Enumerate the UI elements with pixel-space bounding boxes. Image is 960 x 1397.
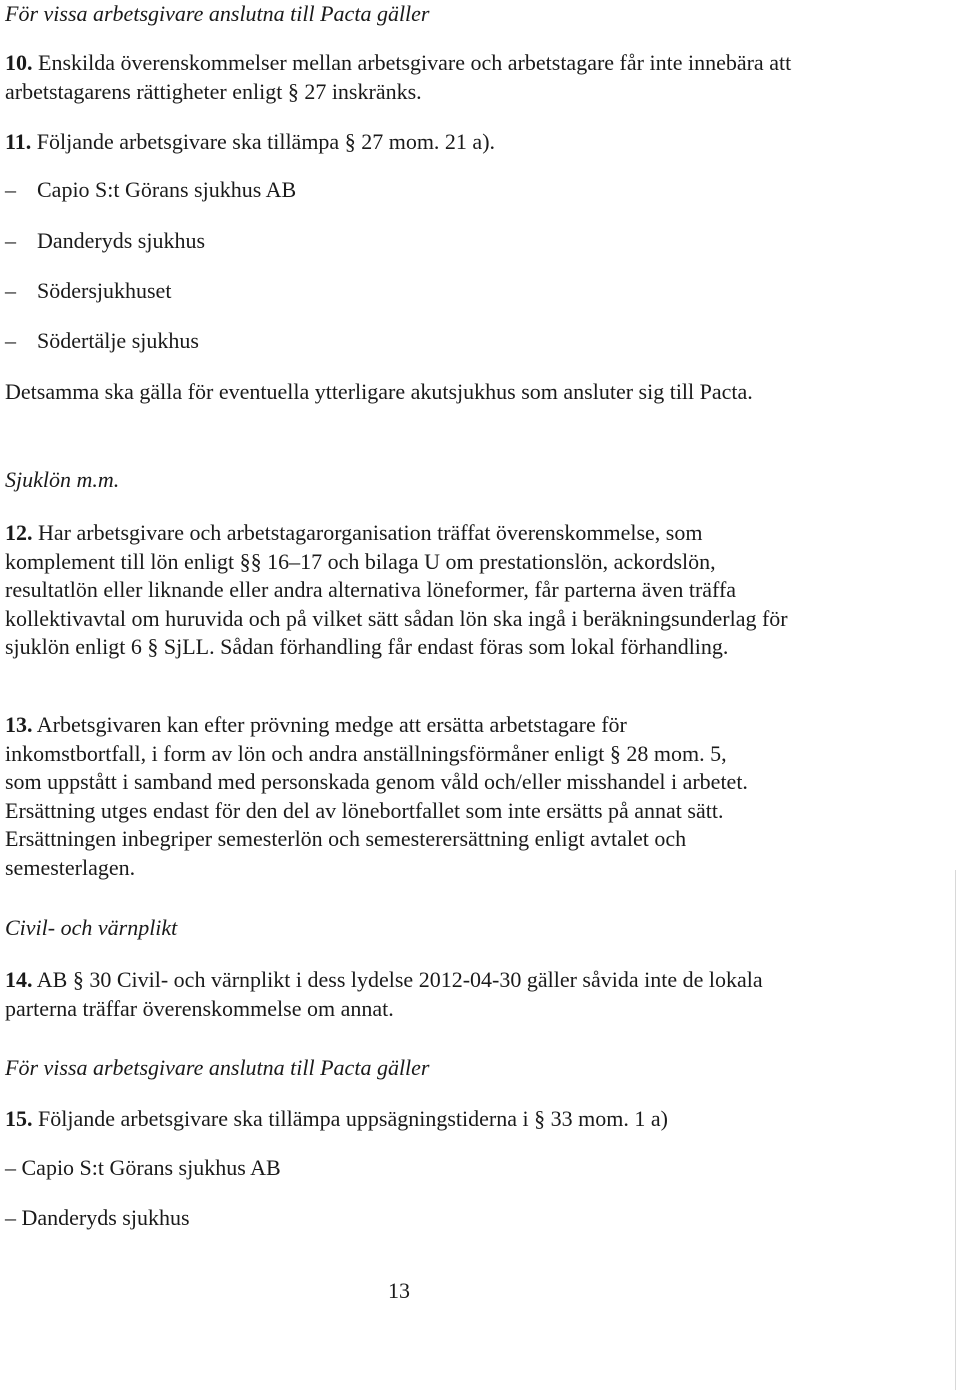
page-number: 13 — [388, 1278, 410, 1303]
section-heading-civilplikt: Civil- och värnplikt — [5, 915, 178, 940]
dash-bullet: – — [5, 228, 16, 253]
paragraph-15 — [5, 1105, 805, 1134]
section-heading-pacta-2: För vissa arbetsgivare anslutna till Pacta gäller — [5, 1055, 430, 1080]
list-item-text: Capio S:t Görans sjukhus AB — [37, 177, 297, 202]
paragraph-text: Enskilda överenskommelser mellan arbetsgivare och arbetstagare får inte innebära att arbetstagarens rättigheter enligt § 27 inskränks. — [5, 50, 792, 104]
paragraph-number: 14. — [5, 967, 33, 992]
paragraph-number: 12. — [5, 520, 33, 545]
scan-edge-line — [955, 870, 956, 1390]
section-heading-sjuklon: Sjuklön m.m. — [5, 467, 120, 492]
list-item-text: Södertälje sjukhus — [37, 328, 199, 353]
dash-bullet: – — [5, 177, 16, 202]
list-item-text: Danderyds sjukhus — [37, 228, 206, 253]
list-item: – Danderyds sjukhus — [5, 1205, 190, 1230]
list-item — [5, 227, 205, 256]
paragraph-text: AB § 30 Civil- och värnplikt i dess lydelse 2012-04-30 gäller såvida inte de lokala parterna träffar överenskommelse om annat. — [5, 967, 763, 1021]
paragraph-14 — [5, 966, 805, 1023]
section-heading-pacta: För vissa arbetsgivare anslutna till Pacta gäller — [5, 1, 430, 26]
paragraph-12 — [5, 519, 805, 662]
paragraph-10 — [5, 49, 805, 106]
paragraph-number: 15. — [5, 1106, 33, 1131]
paragraph-text: Följande arbetsgivare ska tillämpa § 27 mom. 21 a). — [31, 129, 496, 154]
dash-bullet: – — [5, 278, 16, 303]
paragraph-number: 13. — [5, 712, 33, 737]
paragraph-text: Följande arbetsgivare ska tillämpa uppsägningstiderna i § 33 mom. 1 a) — [32, 1106, 668, 1131]
paragraph-text: Arbetsgivaren kan efter prövning medge att ersätta arbetstagare för inkomstbortfall, i form av lön och andra anställningsförmåner enligt § 28 mom. 5, som uppstått i samband med personskada genom våld och/eller misshandel i arbetet. Ersättning utges endast för den del av lönebortfallet som inte ersätts på annat sätt. Ersättningen inbegriper semesterlön och semesterersättning enligt avtalet och semesterlagen. — [5, 712, 748, 880]
dash-bullet: – — [5, 328, 16, 353]
paragraph-detsamma: Detsamma ska gälla för eventuella ytterligare akutsjukhus som ansluter sig till Pacta. — [5, 379, 753, 404]
list-item-text: Södersjukhuset — [37, 278, 172, 303]
paragraph-number: 10. — [5, 50, 33, 75]
list-item — [5, 327, 199, 356]
paragraph-number: 11. — [5, 129, 32, 154]
paragraph-13 — [5, 711, 765, 882]
list-item — [5, 277, 171, 306]
list-item: – Capio S:t Görans sjukhus AB — [5, 1155, 281, 1180]
paragraph-text: Har arbetsgivare och arbetstagarorganisation träffat överenskommelse, som komplement till lön enligt §§ 16–17 och bilaga U om prestationslön, ackordslön, resultatlön eller liknande eller andra alternativa löneformer, får parterna även träffa kollektivavtal om huruvida och på vilket sätt sådan lön ska ingå i beräkningsunderlag för sjuklön enligt 6 § SjLL. Sådan förhandling får endast föras som lokal förhandling. — [5, 520, 788, 659]
list-item — [5, 176, 296, 205]
paragraph-11 — [5, 128, 805, 157]
